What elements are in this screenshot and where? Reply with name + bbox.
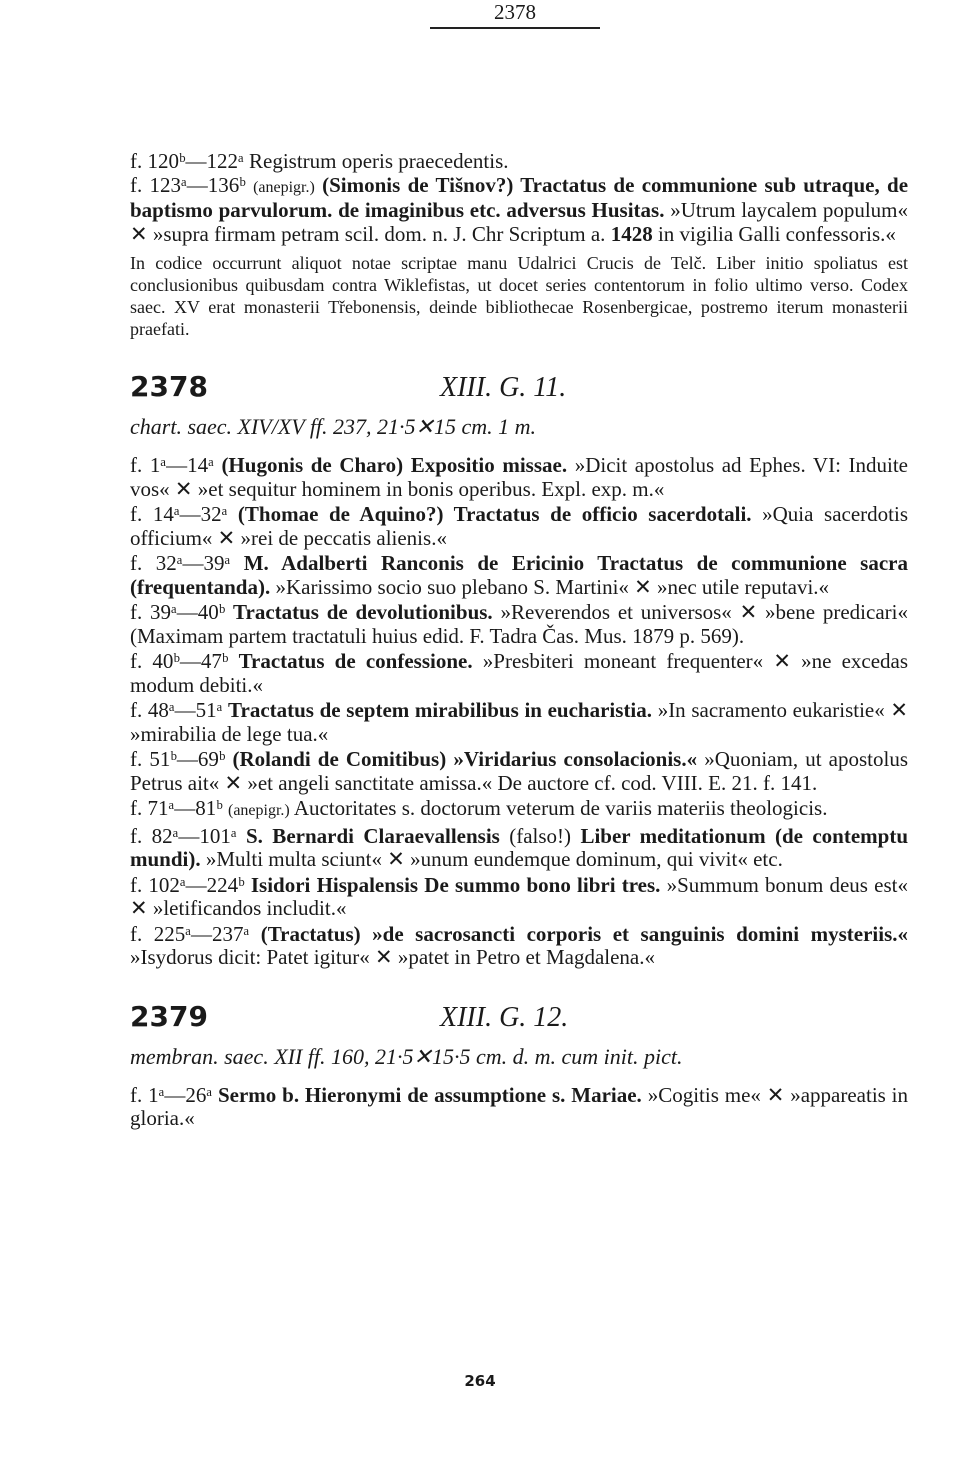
entry-2378-item-2	[130, 503, 908, 550]
incipit: »Isydorus dicit: Patet igitur« ✕ »patet in Petro et Magdalena.«	[130, 945, 655, 969]
falso-note: (falso!)	[509, 823, 572, 848]
page-number: 264	[464, 1372, 496, 1390]
incipit: »Multi multa sciunt« ✕ »unum eundemque dominum, qui vivit« etc.	[205, 847, 783, 871]
incipit: »Quia sacerdotis officium« ✕ »rei de peccatis alienis.«	[130, 502, 908, 550]
folio-range: f. 102ᵃ—224ᵇ	[130, 872, 245, 897]
prev-item-1: f. 120ᵇ—122ᵃ Registrum operis praecedentis.	[130, 149, 509, 173]
item-title: (Thomae de Aquino?) Tractatus de officio sacerdotali.	[237, 502, 752, 526]
item-title: Tractatus de confessione.	[238, 649, 473, 673]
entry-number: 2378	[130, 370, 208, 403]
folio-range: f. 40ᵇ—47ᵇ	[130, 649, 229, 673]
folio-range: f. 39ᵃ—40ᵇ	[130, 600, 226, 624]
item-title: (Simonis de Tišnov?) Tractatus de communione sub utraque, de baptismo parvulorum. de imaginibus etc. adversus Husitas.	[130, 172, 909, 222]
item-title: (Hugonis de Charo) Expositio missae.	[221, 453, 568, 477]
entry-2378-item-10	[130, 874, 908, 921]
year: 1428	[610, 221, 653, 246]
entry-2378-description: chart. saec. XIV/XV ff. 237, 21·5✕15 cm. 1 m.	[130, 414, 537, 439]
entry-2378-item-1	[130, 454, 908, 501]
folio-range: f. 1ᵃ—26ᵃ	[130, 1082, 213, 1107]
entry-2379-description: membran. saec. XII ff. 160, 21·5✕15·5 cm. d. m. cum init. pict.	[130, 1043, 683, 1069]
incipit: »Presbiteri moneant frequenter« ✕ »ne excedas modum debiti.«	[130, 649, 909, 697]
folio-range: f. 1ᵃ—14ᵃ	[130, 453, 214, 477]
incipit: »Karissimo socio suo plebano S. Martini« ✕ »nec utile reputavi.«	[275, 574, 830, 599]
item-title: M. Adalberti Ranconis de Ericinio Tractatus de communione sacra (frequentanda).	[130, 551, 908, 599]
item-title: Auctoritates s. doctorum veterum de variis materiis theologicis.	[293, 796, 828, 820]
entry-2378-item-4	[130, 601, 908, 648]
incipit-end: in vigilia Galli confessoris.«	[657, 221, 896, 246]
incipit: »In sacramento eukaristie« ✕ »mirabilia de lege tua.«	[130, 698, 908, 746]
incipit: »Dicit apostolus ad Ephes. VI: Induite vos« ✕ »et sequitur hominem in bonis operibus. Expl. exp. m.«	[130, 453, 909, 501]
entry-number: 2379	[130, 999, 208, 1033]
incipit: »Utrum laycalem populum« ✕ »supra firmam petram scil. dom. n. J. Chr Scriptum a.	[130, 198, 908, 246]
page-body	[130, 150, 908, 1131]
folio-range: f. 14ᵃ—32ᵃ	[130, 502, 228, 526]
folio-range: f. 71ᵃ—81ᵇ	[130, 796, 223, 820]
item-author: S. Bernardi Claraevallensis	[246, 823, 500, 848]
folio-range: f. 82ᵃ—101ᵃ	[130, 823, 237, 848]
folio-range: f. 48ᵃ—51ᵃ	[130, 698, 223, 722]
item-title: (Rolandi de Comitibus) »Viridarius consolacionis.«	[232, 747, 698, 771]
prev-item-2	[130, 174, 908, 247]
entry-2378-item-5	[130, 650, 908, 697]
entry-2379-item-1	[130, 1084, 908, 1131]
folio-range: f. 225ᵃ—237ᵃ	[130, 921, 250, 946]
incipit: »Reverendos et universos« ✕ »bene predicari« (Maximam partem tractatuli huius edid. F. Tadra Čas. Mus. 1879 p. 569).	[130, 600, 908, 648]
item-title: Sermo b. Hieronymi de assumptione s. Mariae.	[217, 1082, 642, 1107]
entry-2378-item-9	[130, 825, 908, 872]
entry-2378-item-6	[130, 699, 908, 746]
codex-note: In codice occurrunt aliquot notae scriptae manu Udalrici Crucis de Telč. Liber initio spoliatus est conclusionibus quibusdam contra Wiklefistas, ut docet series contentorum in folio ultimo verso. Codex saec. XV erat monasterii Třebonensis, deinde bibliothecae Rosenbergicae, postremo iterum monasterii praefati.	[130, 253, 908, 339]
folio-range: f. 51ᵇ—69ᵇ	[130, 747, 226, 771]
entry-2378-item-11	[130, 923, 908, 970]
entry-2379-heading	[130, 1000, 908, 1034]
incipit: »Cogitis me« ✕ »appareatis in gloria.«	[130, 1082, 909, 1130]
folio-range: f. 123ᵃ—136ᵇ	[130, 172, 246, 197]
anepigr-note: (anepigr.)	[253, 178, 315, 196]
folio-range: f. 32ᵃ—39ᵃ	[130, 551, 231, 575]
anepigr-note: (anepigr.)	[228, 802, 290, 819]
item-title: Tractatus de septem mirabilibus in eucharistia.	[228, 698, 653, 722]
shelfmark: XIII. G. 11.	[440, 372, 567, 403]
shelfmark: XIII. G. 12.	[440, 1001, 569, 1033]
entry-2378-item-3	[130, 552, 908, 599]
item-title: Liber meditationum (de contemptu mundi).	[130, 823, 909, 871]
entry-2378-item-8	[130, 797, 908, 823]
item-title: Isidori Hispalensis De summo bono libri tres.	[250, 872, 661, 897]
incipit: »Summum bonum deus est« ✕ »letificandos includit.«	[130, 872, 908, 920]
item-title: Tractatus de devolutionibus.	[233, 600, 493, 624]
incipit: »Quoniam, ut apostolus Petrus ait« ✕ »et angeli sanctitate amissa.« De auctore cf. cod. VIII. E. 21. f. 141.	[130, 747, 908, 795]
entry-2378-heading	[130, 370, 908, 404]
entry-2378-item-7	[130, 748, 908, 795]
running-header: 2378	[430, 0, 600, 29]
item-title: (Tractatus) »de sacrosancti corporis et sanguinis domini mysteriis.«	[260, 921, 908, 946]
